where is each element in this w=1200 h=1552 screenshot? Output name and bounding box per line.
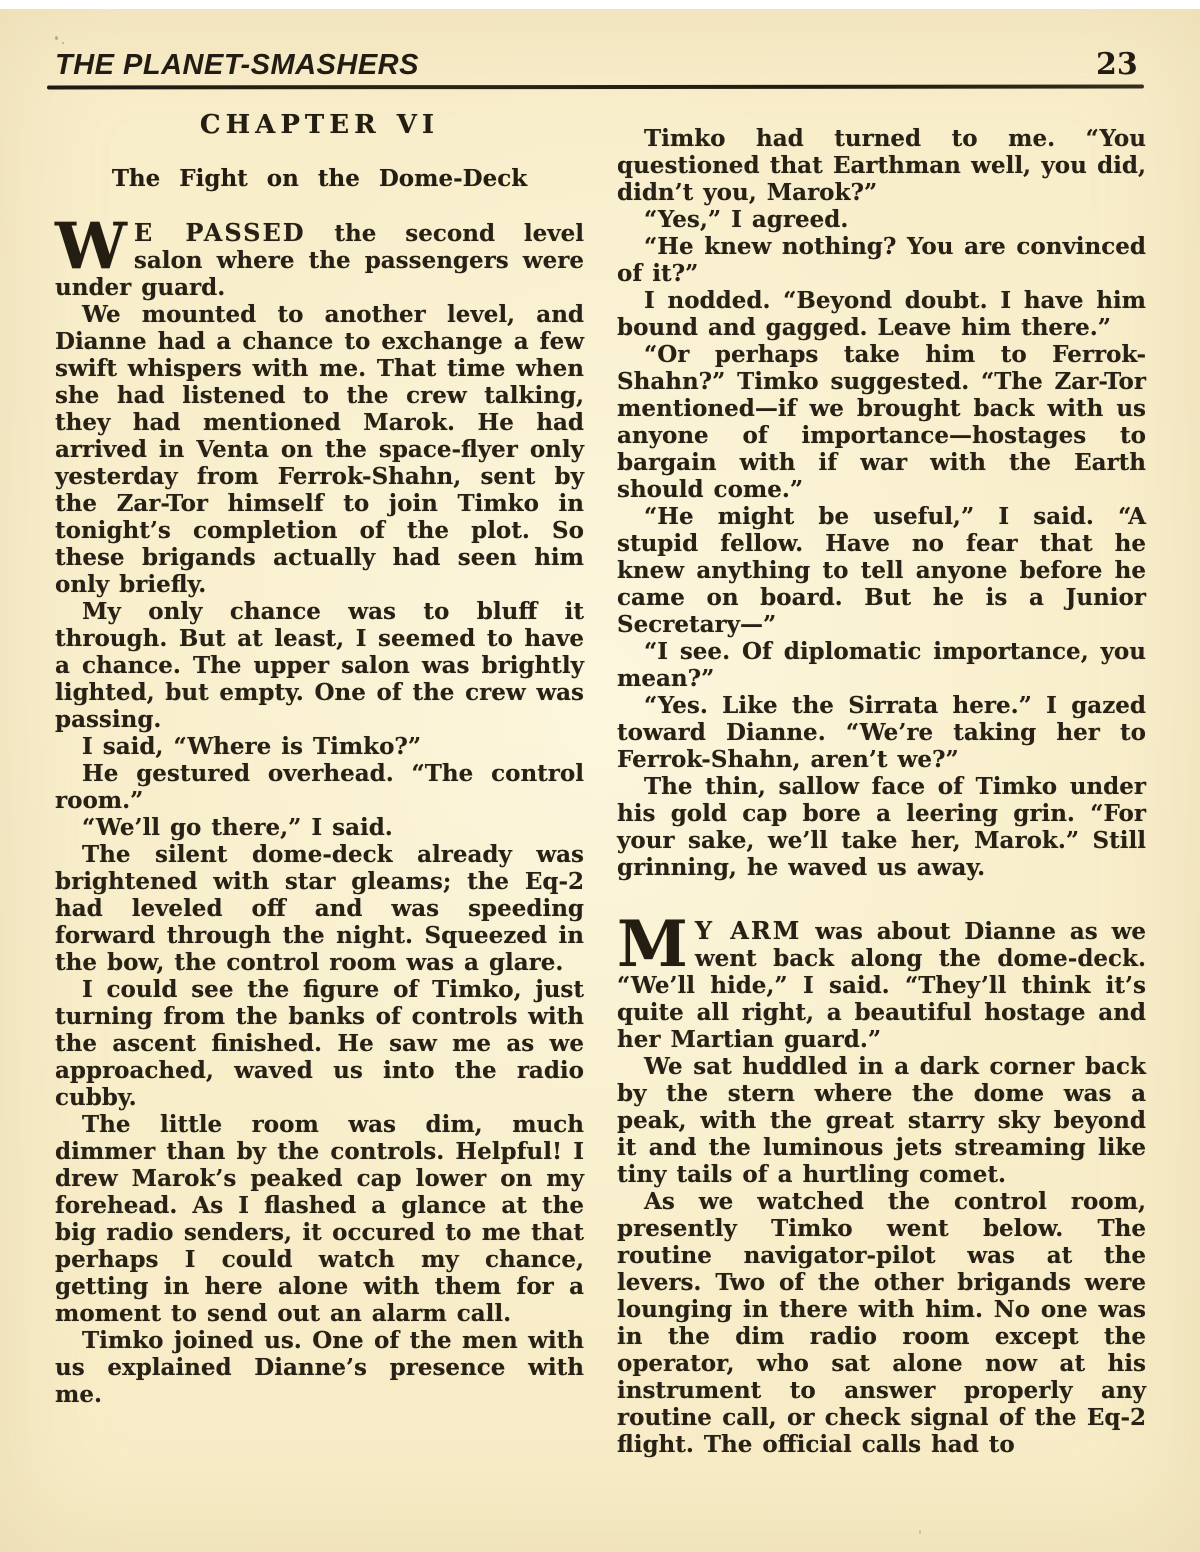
paragraph: He gestured overhead. “The control room.”	[55, 760, 584, 814]
opening-text: the second level salon where the passengers were under guard.	[55, 220, 585, 301]
dropcap-letter: W	[55, 209, 127, 284]
scan-speck	[55, 36, 58, 40]
paragraph: The silent dome-deck already was brightened with star gleams; the Eq-2 had leveled off and was speeding forward through the night. Squeezed in the bow, the control room was a glare.	[55, 841, 584, 976]
paragraph: Timko joined us. One of the men with us explained Dianne’s presence with me.	[55, 1327, 584, 1408]
scan-speck	[919, 1530, 921, 1534]
page-number: 23	[1096, 47, 1138, 82]
paragraph: My only chance was to bluff it through. But at least, I seemed to have a chance. The upper salon was brightly lighted, but empty. One of the crew was passing.	[55, 598, 584, 733]
paragraph: “He might be useful,” I said. “A stupid fellow. Have no fear that he knew anything to tell anyone before he came on board. But he is a Junior Secretary—”	[617, 503, 1146, 638]
scan-speck	[62, 42, 64, 44]
right-paragraphs-after	[617, 1053, 1146, 1458]
book-title: THE PLANET-SMASHERS	[55, 49, 419, 81]
paragraph: Timko had turned to me. “You questioned that Earthman well, you did, didn’t you, Marok?”	[617, 125, 1146, 206]
section-opening-text: was about Dianne as we went back along the dome-deck. “We’ll hide,” I said. “They’ll think it’s quite all right, a beautiful hostage and her Martian guard.”	[617, 918, 1146, 1053]
paragraph: “Yes,” I agreed.	[644, 206, 849, 233]
paragraph: “I see. Of diplomatic importance, you mean?”	[617, 638, 1146, 692]
dropcap-letter: M	[617, 907, 688, 982]
right-column	[617, 125, 1146, 1458]
paragraph: We sat huddled in a dark corner back by the stern where the dome was a peak, with the great starry sky beyond it and the luminous jets streaming like tiny tails of a hurtling comet.	[617, 1053, 1146, 1188]
opening-paragraph	[55, 209, 585, 301]
paragraph: “Yes. Like the Sirrata here.” I gazed toward Dianne. “We’re taking her to Ferrok-Shahn, aren’t we?”	[617, 692, 1146, 773]
paragraph: I could see the figure of Timko, just turning from the banks of controls with the ascent finished. He saw me as we approached, waved us into the radio cubby.	[55, 976, 584, 1111]
opening-lead: E PASSED	[133, 218, 306, 247]
left-paragraphs	[55, 301, 584, 1408]
paragraph: I nodded. “Beyond doubt. I have him bound and gagged. Leave him there.”	[617, 287, 1146, 341]
paragraph: The little room was dim, much dimmer than by the controls. Helpful! I drew Marok’s peaked cap lower on my forehead. As I flashed a glance at the big radio senders, it occured to me that perhaps I could watch my chance, getting in here alone with them for a moment to send out an alarm call.	[55, 1111, 584, 1327]
paragraph: I said, “Where is Timko?”	[82, 733, 422, 760]
left-column	[55, 106, 584, 1408]
section-opening-lead: Y ARM	[694, 916, 802, 945]
paragraph: As we watched the control room, presently Timko went below. The routine navigator-pilot was at the levers. Two of the other brigands were lounging in there with him. No one was in the dim radio room except the operator, who sat alone now at his instrument to answer properly any routine call, or check signal of the Eq-2 flight. The official calls had to	[617, 1188, 1146, 1458]
right-paragraphs	[617, 125, 1146, 881]
paragraph: The thin, sallow face of Timko under his gold cap bore a leering grin. “For your sake, we’ll take her, Marok.” Still grinning, he waved us away.	[617, 773, 1146, 881]
paragraph: “Or perhaps take him to Ferrok-Shahn?” Timko suggested. “The Zar-Tor mentioned—if we brought back with us anyone of importance—hostages to bargain with if war with the Earth should come.”	[617, 341, 1146, 503]
section-opening-paragraph	[617, 907, 1146, 1053]
scanned-page	[0, 9, 1200, 1552]
chapter-heading: CHAPTER VI	[199, 110, 440, 140]
paragraph: “We’ll go there,” I said.	[82, 814, 393, 841]
paragraph: “He knew nothing? You are convinced of it?”	[617, 233, 1146, 287]
paragraph: We mounted to another level, and Dianne had a chance to exchange a few swift whispers with me. That time when she had listened to the crew talking, they had mentioned Marok. He had arrived in Venta on the space-flyer only yesterday from Ferrok-Shahn, sent by the Zar-Tor himself to join Timko in tonight’s completion of the plot. So these brigands actually had seen him only briefly.	[55, 301, 584, 598]
header-rule	[47, 85, 1144, 90]
chapter-subtitle: The Fight on the Dome-Deck	[111, 165, 528, 192]
